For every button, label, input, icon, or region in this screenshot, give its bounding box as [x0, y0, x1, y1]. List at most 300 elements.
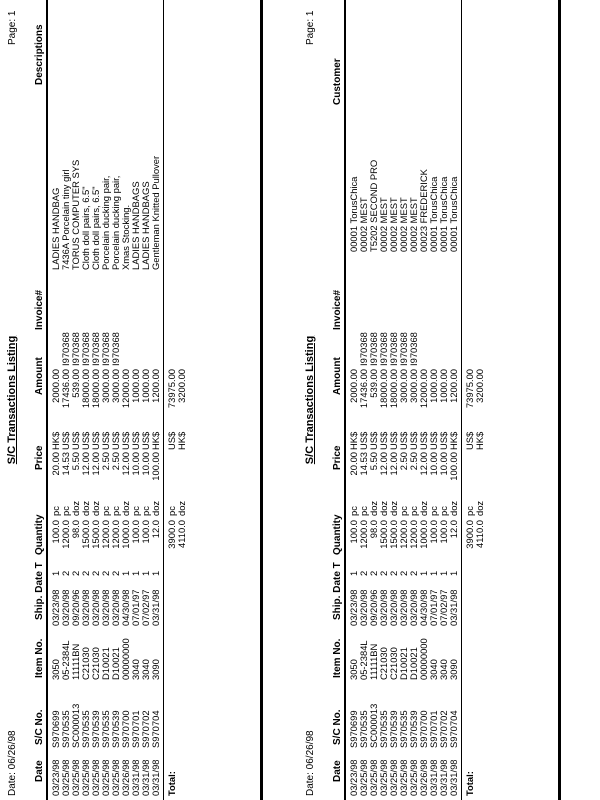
unit-cell: doz: [120, 500, 131, 516]
invoice-cell: I970368: [408, 332, 419, 366]
unit-cell: pc: [140, 506, 151, 516]
col-date: Date: [34, 760, 45, 782]
sc-no-cell: S970700: [120, 710, 131, 748]
ship-date-cell: 03/20/98: [408, 589, 419, 626]
invoice-cell: I970368: [398, 332, 409, 366]
ship-date-cell: 03/23/98: [348, 589, 359, 626]
item-no-cell: D10021: [408, 647, 419, 680]
type-cell: 1: [438, 570, 449, 576]
total-cur-2: HK$: [474, 431, 485, 450]
type-cell: 1: [418, 570, 429, 576]
total-amt-1: 73975.00: [464, 369, 475, 409]
amount-cell: 1200.00: [448, 369, 459, 403]
ship-date-cell: 03/20/98: [80, 589, 91, 626]
date-cell: 03/25/98: [100, 759, 111, 796]
amount-cell: 539.00: [368, 369, 379, 398]
amount-cell: 539.00: [70, 369, 81, 398]
date-cell: 03/25/98: [378, 759, 389, 796]
quantity-cell: 1200.0: [398, 520, 409, 549]
unit-cell: pc: [398, 506, 409, 516]
item-no-cell: 00000000: [120, 638, 131, 680]
header-rule: [344, 0, 346, 800]
currency-cell: US$: [358, 431, 369, 450]
ship-date-cell: 04/30/98: [418, 589, 429, 626]
type-cell: 2: [70, 570, 81, 576]
date-cell: 03/31/98: [448, 759, 459, 796]
item-no-cell: 3090: [448, 659, 459, 680]
ship-date-cell: 04/30/98: [120, 589, 131, 626]
col-date: Date: [332, 760, 343, 782]
date-cell: 03/26/98: [120, 759, 131, 796]
quantity-cell: 100.0: [140, 520, 151, 544]
quantity-cell: 1000.0: [120, 520, 131, 549]
type-cell: 1: [120, 570, 131, 576]
total-unit-1: pc: [166, 506, 177, 516]
invoice-cell: I970368: [60, 332, 71, 366]
total-amt-2: 3200.00: [176, 369, 187, 403]
ship-date-cell: 07/02/97: [140, 589, 151, 626]
price-cell: 2.50: [408, 452, 419, 471]
price-cell: 12.00: [418, 452, 429, 476]
col-descriptions: Descriptions: [34, 24, 45, 85]
type-cell: 2: [378, 570, 389, 576]
ship-date-cell: 03/20/98: [388, 589, 399, 626]
total-unit-2: doz: [474, 500, 485, 516]
price-cell: 10.00: [130, 452, 141, 476]
item-no-cell: 3040: [428, 659, 439, 680]
total-rule: [163, 0, 164, 800]
amount-cell: 2000.00: [50, 369, 61, 403]
amount-cell: 1000.00: [140, 369, 151, 403]
total-label: Total:: [464, 771, 475, 796]
currency-cell: US$: [388, 431, 399, 450]
col-invoice: Invoice#: [34, 289, 45, 330]
page-number: Page: 1: [7, 10, 18, 45]
ship-date-cell: 03/31/98: [150, 589, 161, 626]
item-no-cell: C21030: [90, 647, 101, 680]
table-row: [61, 0, 71, 800]
unit-cell: pc: [348, 506, 359, 516]
quantity-cell: 1200.0: [408, 520, 419, 549]
currency-cell: US$: [70, 431, 81, 450]
description-cell: Porcelain ducking pair,: [100, 175, 111, 270]
amount-cell: 18000.00: [388, 369, 399, 409]
item-no-cell: C21030: [378, 647, 389, 680]
invoice-cell: I970368: [378, 332, 389, 366]
invoice-cell: I970368: [70, 332, 81, 366]
item-no-cell: 3040: [140, 659, 151, 680]
amount-cell: 18000.00: [378, 369, 389, 409]
report-title: S/C Transactions Listing: [304, 335, 316, 465]
currency-cell: US$: [120, 431, 131, 450]
type-cell: 1: [130, 570, 141, 576]
quantity-cell: 100.0: [438, 520, 449, 544]
total-qty-1: 3900.0: [166, 520, 177, 549]
price-cell: 2.50: [398, 452, 409, 471]
price-cell: 5.50: [70, 452, 81, 471]
type-cell: 1: [140, 570, 151, 576]
quantity-cell: 1200.0: [100, 520, 111, 549]
item-no-cell: 11111BN: [70, 643, 81, 680]
quantity-cell: 1200.0: [60, 520, 71, 549]
report-date: Date: 06/26/98: [7, 730, 18, 796]
total-unit-2: doz: [176, 500, 187, 516]
price-cell: 14.53: [358, 452, 369, 476]
col-ship-date: Ship. Date T: [332, 562, 343, 620]
description-cell: TORUS COMPUTER SYS: [70, 159, 81, 270]
price-cell: 12.00: [80, 452, 91, 476]
col-sc-no: S/C No.: [34, 709, 45, 745]
price-cell: 14.53: [60, 452, 71, 476]
price-cell: 10.00: [428, 452, 439, 476]
invoice-cell: I970368: [100, 332, 111, 366]
description-cell: LADIES HANDBAG: [50, 187, 61, 270]
price-cell: 2.50: [110, 452, 121, 471]
customer-cell: 00002 MEST: [408, 197, 419, 252]
date-cell: 03/25/98: [60, 759, 71, 796]
sc-no-cell: S970702: [140, 710, 151, 748]
price-cell: 20.00: [348, 452, 359, 476]
amount-cell: 12000.00: [120, 369, 131, 409]
customer-cell: 00001 TorusChica: [438, 176, 449, 252]
price-cell: 20.00: [50, 452, 61, 476]
currency-cell: US$: [140, 431, 151, 450]
table-row: [449, 0, 459, 800]
customer-cell: T5202 SECOND PRO: [368, 159, 379, 252]
item-no-cell: 3040: [130, 659, 141, 680]
amount-cell: 1000.00: [438, 369, 449, 403]
currency-cell: US$: [60, 431, 71, 450]
item-no-cell: 3050: [348, 659, 359, 680]
sc-no-cell: S970704: [150, 710, 161, 748]
currency-cell: HK$: [448, 431, 459, 450]
price-cell: 12.00: [120, 452, 131, 476]
col-customer: Customer: [332, 58, 343, 105]
quantity-cell: 12.0: [150, 520, 161, 539]
customer-cell: 00023 FREDERICK: [418, 169, 429, 252]
unit-cell: pc: [60, 506, 71, 516]
sc-no-cell: S970535: [80, 710, 91, 748]
sc-no-cell: S970535: [100, 710, 111, 748]
item-no-cell: 3090: [150, 659, 161, 680]
col-quantity: Quantity: [34, 514, 45, 555]
quantity-cell: 100.0: [130, 520, 141, 544]
type-cell: 2: [368, 570, 379, 576]
sc-no-cell: S970699: [348, 710, 359, 748]
item-no-cell: D10021: [100, 647, 111, 680]
total-cur-2: HK$: [176, 431, 187, 450]
unit-cell: doz: [150, 500, 161, 516]
item-no-cell: C21030: [388, 647, 399, 680]
ship-date-cell: 03/20/98: [378, 589, 389, 626]
amount-cell: 1200.00: [150, 369, 161, 403]
ship-date-cell: 03/20/98: [358, 589, 369, 626]
invoice-cell: I970368: [368, 332, 379, 366]
price-cell: 12.00: [90, 452, 101, 476]
type-cell: 1: [50, 570, 61, 576]
page-number: Page: 1: [305, 10, 316, 45]
description-cell: Cloth doll pairs, 6.5": [90, 186, 101, 270]
page-bottom-rule: [260, 0, 263, 800]
sc-no-cell: S970701: [130, 710, 141, 748]
price-cell: 12.00: [378, 452, 389, 476]
ship-date-cell: 03/20/98: [100, 589, 111, 626]
date-cell: 03/31/98: [130, 759, 141, 796]
currency-cell: US$: [368, 431, 379, 450]
table-row: [151, 0, 161, 800]
item-no-cell: D10021: [110, 647, 121, 680]
col-price: Price: [34, 445, 45, 470]
quantity-cell: 1500.0: [90, 520, 101, 549]
amount-cell: 12000.00: [418, 369, 429, 409]
quantity-cell: 98.0: [70, 520, 81, 539]
unit-cell: pc: [428, 506, 439, 516]
amount-cell: 1000.00: [428, 369, 439, 403]
quantity-cell: 1500.0: [80, 520, 91, 549]
type-cell: 2: [358, 570, 369, 576]
date-cell: 03/25/98: [368, 759, 379, 796]
col-sc-no: S/C No.: [332, 709, 343, 745]
currency-cell: HK$: [150, 431, 161, 450]
ship-date-cell: 03/31/98: [448, 589, 459, 626]
currency-cell: US$: [100, 431, 111, 450]
customer-cell: 00002 MEST: [388, 197, 399, 252]
currency-cell: US$: [378, 431, 389, 450]
type-cell: 1: [428, 570, 439, 576]
date-cell: 03/25/98: [408, 759, 419, 796]
amount-cell: 3000.00: [100, 369, 111, 403]
price-cell: 100.00: [448, 452, 459, 481]
sc-no-cell: S970704: [448, 710, 459, 748]
currency-cell: US$: [398, 431, 409, 450]
description-cell: Porcelain ducking pair,: [110, 175, 121, 270]
unit-cell: pc: [110, 506, 121, 516]
price-cell: 10.00: [438, 452, 449, 476]
customer-cell: 00002 MEST: [358, 197, 369, 252]
sc-no-cell: S970701: [428, 710, 439, 748]
col-invoice: Invoice#: [332, 289, 343, 330]
unit-cell: pc: [130, 506, 141, 516]
invoice-cell: I970368: [80, 332, 91, 366]
type-cell: 1: [150, 570, 161, 576]
type-cell: 2: [90, 570, 101, 576]
total-amt-2: 3200.00: [474, 369, 485, 403]
ship-date-cell: 03/20/98: [90, 589, 101, 626]
sc-no-cell: S970702: [438, 710, 449, 748]
price-cell: 5.50: [368, 452, 379, 471]
price-cell: 12.00: [388, 452, 399, 476]
description-cell: 7436A Porcelain tiny girl: [60, 169, 71, 270]
price-cell: 10.00: [140, 452, 151, 476]
date-cell: 03/26/98: [418, 759, 429, 796]
item-no-cell: 3050: [50, 659, 61, 680]
amount-cell: 18000.00: [90, 369, 101, 409]
sc-no-cell: S970539: [388, 710, 399, 748]
type-cell: 2: [60, 570, 71, 576]
quantity-cell: 100.0: [50, 520, 61, 544]
total-rule: [461, 0, 462, 800]
currency-cell: US$: [110, 431, 121, 450]
quantity-cell: 12.0: [448, 520, 459, 539]
unit-cell: pc: [100, 506, 111, 516]
currency-cell: US$: [418, 431, 429, 450]
total-cur-1: US$: [464, 431, 475, 450]
unit-cell: pc: [438, 506, 449, 516]
sc-no-cell: S970539: [90, 710, 101, 748]
col-quantity: Quantity: [332, 514, 343, 555]
quantity-cell: 1200.0: [358, 520, 369, 549]
date-cell: 03/31/98: [438, 759, 449, 796]
invoice-cell: I970368: [388, 332, 399, 366]
sc-no-cell: S970539: [110, 710, 121, 748]
unit-cell: doz: [378, 500, 389, 516]
invoice-cell: I970368: [90, 332, 101, 366]
type-cell: 2: [388, 570, 399, 576]
unit-cell: doz: [418, 500, 429, 516]
ship-date-cell: 03/20/98: [398, 589, 409, 626]
report-page-2: [298, 0, 598, 800]
sc-no-cell: S970539: [408, 710, 419, 748]
amount-cell: 3000.00: [110, 369, 121, 403]
unit-cell: doz: [70, 500, 81, 516]
total-amt-1: 73975.00: [166, 369, 177, 409]
date-cell: 03/25/98: [70, 759, 81, 796]
ship-date-cell: 07/02/97: [438, 589, 449, 626]
description-cell: Gentleman Knitted Pullover: [150, 155, 161, 270]
invoice-cell: I970368: [358, 332, 369, 366]
header-rule: [46, 0, 48, 800]
sc-no-cell: SC000013: [70, 703, 81, 748]
price-cell: 100.00: [150, 452, 161, 481]
ship-date-cell: 03/23/98: [50, 589, 61, 626]
sc-no-cell: S970535: [358, 710, 369, 748]
item-no-cell: 05-2384L: [60, 640, 71, 680]
currency-cell: HK$: [348, 431, 359, 450]
col-ship-date: Ship. Date T: [34, 562, 45, 620]
col-item-no: Item No.: [34, 638, 45, 678]
description-cell: Xmas Stocking.: [120, 204, 131, 270]
date-cell: 03/25/98: [110, 759, 121, 796]
item-no-cell: 3040: [438, 659, 449, 680]
col-item-no: Item No.: [332, 638, 343, 678]
total-cur-1: US$: [166, 431, 177, 450]
unit-cell: doz: [448, 500, 459, 516]
report-title: S/C Transactions Listing: [6, 335, 18, 465]
date-cell: 03/25/98: [80, 759, 91, 796]
item-no-cell: 05-2384L: [358, 640, 369, 680]
amount-cell: 17436.00: [60, 369, 71, 409]
quantity-cell: 1500.0: [388, 520, 399, 549]
date-cell: 03/25/98: [388, 759, 399, 796]
sc-no-cell: S970699: [50, 710, 61, 748]
description-cell: LADIES HANDBAGS: [140, 181, 151, 270]
total-qty-2: 4110.0: [474, 520, 485, 548]
unit-cell: doz: [90, 500, 101, 516]
total-unit-1: pc: [464, 506, 475, 516]
quantity-cell: 100.0: [348, 520, 359, 544]
amount-cell: 17436.00: [358, 369, 369, 409]
item-no-cell: 11111BN: [368, 643, 379, 680]
sc-no-cell: S970700: [418, 710, 429, 748]
customer-cell: 00002 MEST: [398, 197, 409, 252]
quantity-cell: 1500.0: [378, 520, 389, 549]
date-cell: 03/25/98: [358, 759, 369, 796]
currency-cell: US$: [408, 431, 419, 450]
ship-date-cell: 09/20/96: [70, 589, 81, 626]
type-cell: 2: [100, 570, 111, 576]
ship-date-cell: 07/01/97: [130, 589, 141, 626]
col-amount: Amount: [332, 357, 343, 395]
sc-no-cell: S970535: [398, 710, 409, 748]
col-amount: Amount: [34, 357, 45, 395]
amount-cell: 2000.00: [348, 369, 359, 403]
amount-cell: 18000.00: [80, 369, 91, 409]
type-cell: 1: [348, 570, 359, 576]
sc-no-cell: S970535: [60, 710, 71, 748]
ship-date-cell: 03/20/98: [110, 589, 121, 626]
type-cell: 2: [408, 570, 419, 576]
quantity-cell: 100.0: [428, 520, 439, 544]
date-cell: 03/31/98: [428, 759, 439, 796]
total-label: Total:: [166, 771, 177, 796]
sc-no-cell: SC000013: [368, 703, 379, 748]
report-date: Date: 06/26/98: [305, 730, 316, 796]
date-cell: 03/23/98: [50, 759, 61, 796]
description-cell: Cloth doll pairs, 6.5": [80, 186, 91, 270]
item-no-cell: 00000000: [418, 638, 429, 680]
quantity-cell: 1200.0: [110, 520, 121, 549]
unit-cell: doz: [80, 500, 91, 516]
type-cell: 2: [110, 570, 121, 576]
date-cell: 03/25/98: [398, 759, 409, 796]
date-cell: 03/31/98: [140, 759, 151, 796]
sc-no-cell: S970535: [378, 710, 389, 748]
customer-cell: 00001 TorusChica: [428, 176, 439, 252]
col-price: Price: [332, 445, 343, 470]
total-qty-2: 4110.0: [176, 520, 187, 548]
currency-cell: US$: [428, 431, 439, 450]
amount-cell: 3000.00: [398, 369, 409, 403]
currency-cell: US$: [130, 431, 141, 450]
unit-cell: pc: [358, 506, 369, 516]
currency-cell: US$: [438, 431, 449, 450]
price-cell: 2.50: [100, 452, 111, 471]
page-bottom-rule: [558, 0, 561, 800]
type-cell: 1: [448, 570, 459, 576]
currency-cell: HK$: [50, 431, 61, 450]
item-no-cell: C21030: [80, 647, 91, 680]
unit-cell: doz: [388, 500, 399, 516]
date-cell: 03/31/98: [150, 759, 161, 796]
type-cell: 2: [398, 570, 409, 576]
description-cell: LADIES HANDBAGS: [130, 181, 141, 270]
quantity-cell: 1000.0: [418, 520, 429, 549]
customer-cell: 00001 TorusChica: [448, 176, 459, 252]
quantity-cell: 98.0: [368, 520, 379, 539]
amount-cell: 1000.00: [130, 369, 141, 403]
ship-date-cell: 07/01/97: [428, 589, 439, 626]
customer-cell: 00001 TorusChica: [348, 176, 359, 252]
currency-cell: US$: [90, 431, 101, 450]
unit-cell: pc: [408, 506, 419, 516]
ship-date-cell: 09/20/96: [368, 589, 379, 626]
unit-cell: pc: [50, 506, 61, 516]
item-no-cell: D10021: [398, 647, 409, 680]
currency-cell: US$: [80, 431, 91, 450]
table-row: [359, 0, 369, 800]
type-cell: 2: [80, 570, 91, 576]
invoice-cell: I970368: [110, 332, 121, 366]
